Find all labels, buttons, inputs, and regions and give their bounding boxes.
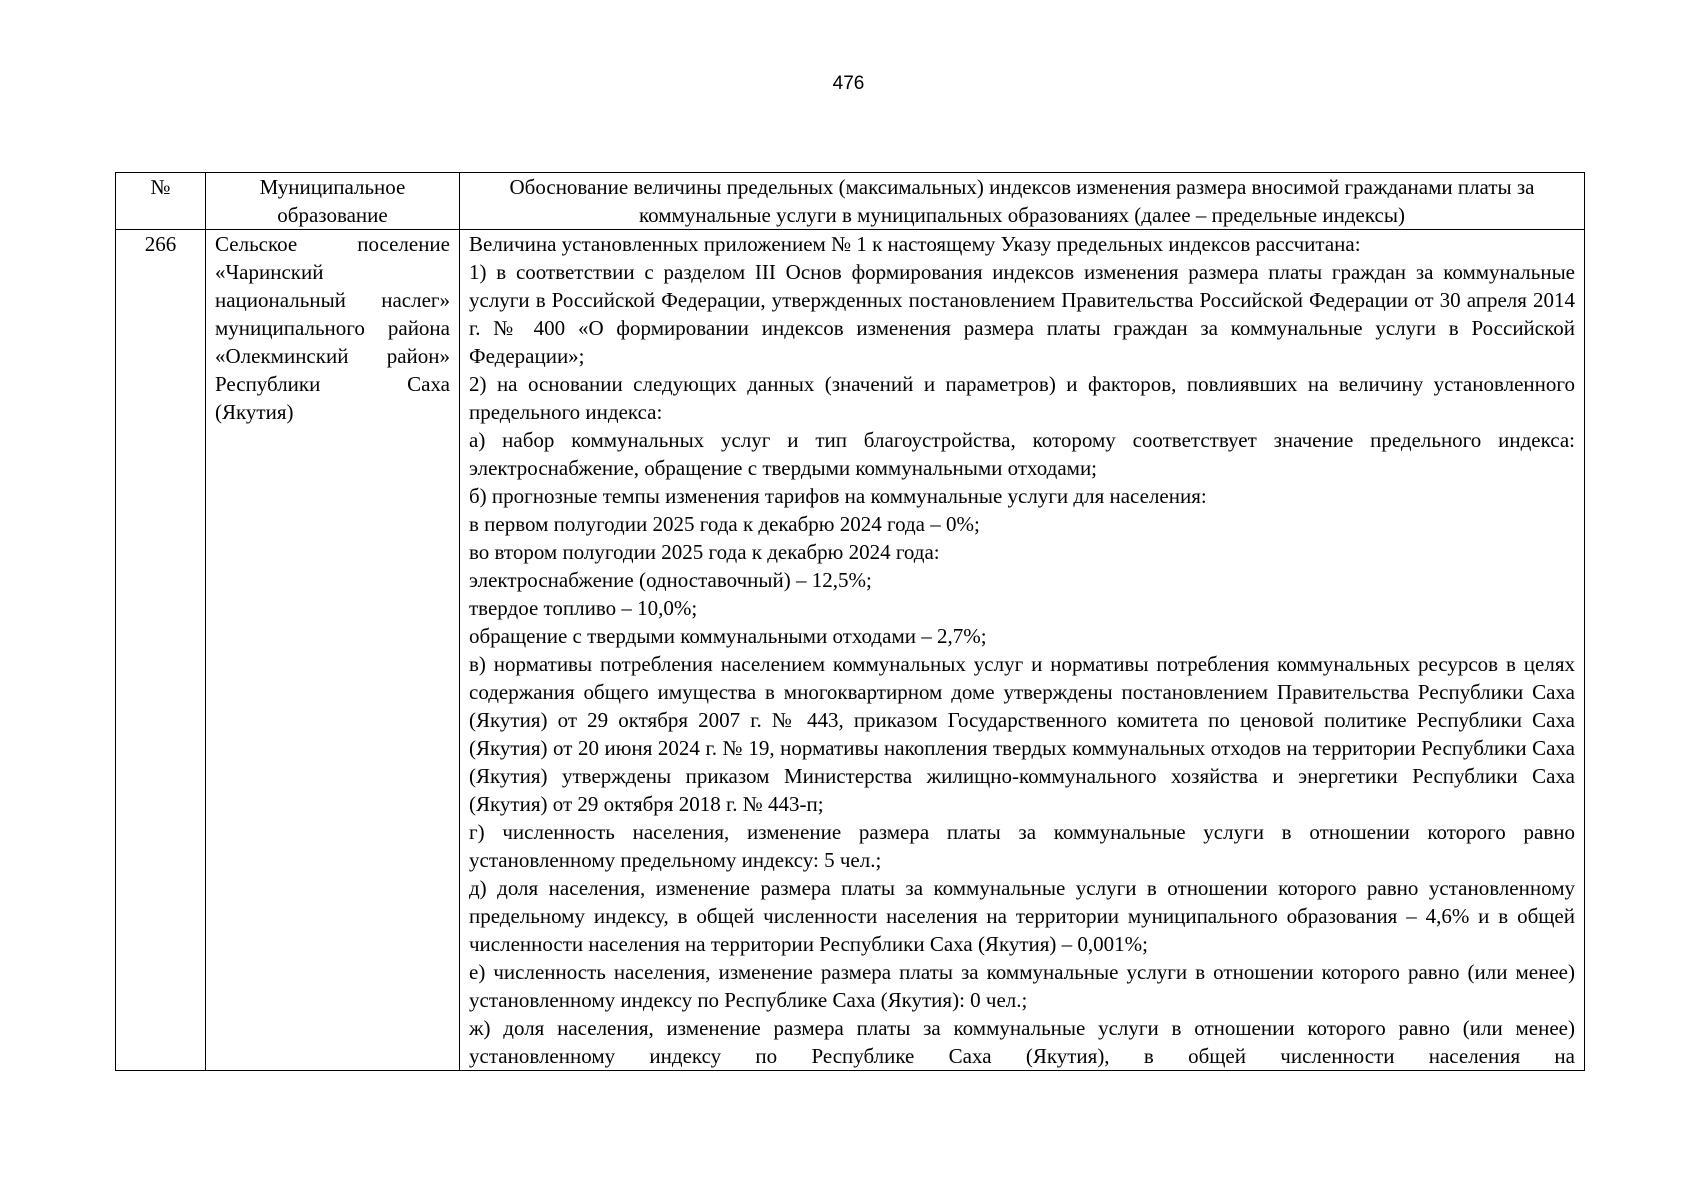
justification-paragraph: г) численность населения, изменение размера платы за коммунальные услуги в отношении которого равно установленному предельному индексу: 5 чел.; [469,820,1575,872]
justification-paragraph: ж) доля населения, изменение размера платы за коммунальные услуги в отношении которого равно (или менее) установленному индексу по Республике Саха (Якутия), в общей численности населения на [469,1016,1575,1068]
row-number: 266 [116,230,206,1071]
page-number: 476 [832,73,865,94]
justification-paragraph: 2) на основании следующих данных (значений и параметров) и факторов, повлиявших на величину установленного предельного индекса: [469,372,1575,424]
justification-paragraph: обращение с твердыми коммунальными отходами – 2,7%; [469,624,987,648]
header-number: № [116,173,206,230]
justification-paragraph: в первом полугодии 2025 года к декабрю 2024 года – 0%; [469,512,980,536]
justification-paragraph: е) численность населения, изменение размера платы за коммунальные услуги в отношении которого равно (или менее) установленному индексу по Республике Саха (Якутия): 0 чел.; [469,960,1575,1012]
justification-paragraph: д) доля населения, изменение размера платы за коммунальные услуги в отношении которого равно установленному предельному индексу, в общей численности населения на территории муниципального образования – 4,6% и в общей численности населения на территории Республики Саха (Якутия) – 0,001%; [469,876,1575,956]
justification-table [115,172,1585,1071]
row-justification [460,230,1585,1071]
justification-paragraph: в) нормативы потребления населением коммунальных услуг и нормативы потребления коммунальных ресурсов в целях содержания общего имущества в многоквартирном доме утверждены постановлением Правительства Республики Саха (Якутия) от 29 октября 2007 г. № 443, приказом Государственного комитета по ценовой политике Республики Саха (Якутия) от 20 июня 2024 г. № 19, нормативы накопления твердых коммунальных отходов на территории Республики Саха (Якутия) утверждены приказом Министерства жилищно-коммунального хозяйства и энергетики Республики Саха (Якутия) от 29 октября 2018 г. № 443-п; [469,652,1575,816]
table-header-row [116,173,1585,230]
header-municipality: Муниципальное образование [206,173,460,230]
table-row [116,230,1585,1071]
header-justification: Обоснование величины предельных (максимальных) индексов изменения размера вносимой гражданами платы за коммунальные услуги в муниципальных образованиях (далее – предельные индексы) [460,173,1585,230]
justification-paragraph: 1) в соответствии с разделом III Основ формирования индексов изменения размера платы граждан за коммунальные услуги в Российской Федерации, утвержденных постановлением Правительства Российской Федерации от 30 апреля 2014 г. № 400 «О формировании индексов изменения размера платы граждан за коммунальные услуги в Российской Федерации»; [469,260,1575,368]
row-municipality: Сельское поселение «Чаринский национальный наслег» муниципального района «Олекминский район» Республики Саха (Якутия) [206,230,460,1071]
justification-paragraph: твердое топливо – 10,0%; [469,596,698,620]
justification-paragraph: а) набор коммунальных услуг и тип благоустройства, которому соответствует значение предельного индекса: электроснабжение, обращение с твердыми коммунальными отходами; [469,428,1575,480]
justification-paragraph: во втором полугодии 2025 года к декабрю 2024 года: [469,540,940,564]
justification-paragraph: б) прогнозные темпы изменения тарифов на коммунальные услуги для населения: [469,484,1207,508]
justification-paragraph: электроснабжение (одноставочный) – 12,5%; [469,568,872,592]
justification-paragraph: Величина установленных приложением № 1 к настоящему Указу предельных индексов рассчитана: [469,232,1361,256]
